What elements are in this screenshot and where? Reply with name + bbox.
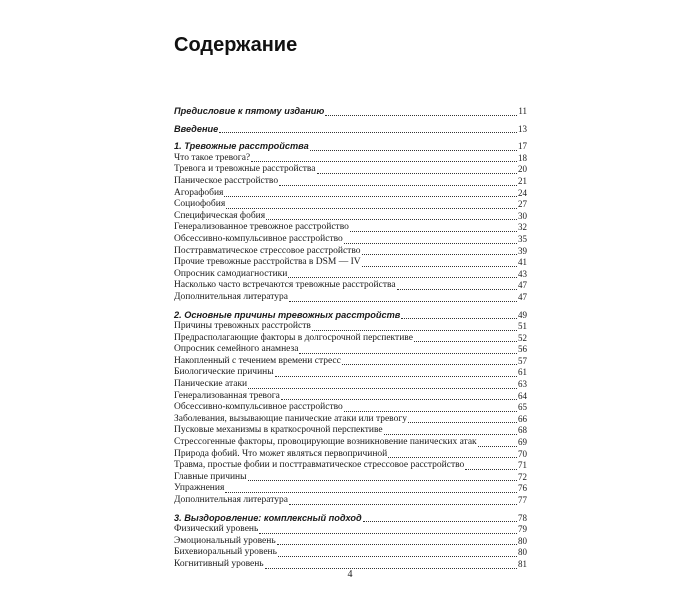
dot-leader [312, 329, 517, 331]
toc-entry [174, 524, 527, 536]
toc-entry-title: Насколько часто встречаются тревожные расстройства [174, 280, 396, 291]
dot-leader [289, 503, 517, 505]
dot-leader [266, 218, 517, 220]
toc-entry [174, 547, 527, 559]
toc-entry [174, 246, 527, 258]
dot-leader [281, 398, 517, 400]
toc-entry-page: 21 [518, 175, 527, 186]
toc-entry-title: Пусковые механизмы в краткосрочной перспективе [174, 425, 383, 436]
toc-entry-page: 43 [518, 268, 527, 279]
toc-entry [174, 536, 527, 548]
table-of-contents [174, 106, 527, 571]
toc-entry-title: 2. Основные причины тревожных расстройств [174, 309, 401, 320]
toc-entry-page: 61 [518, 367, 527, 378]
toc-section-entry [174, 124, 527, 136]
toc-entry [174, 367, 527, 379]
toc-entry-page: 69 [518, 437, 527, 448]
dot-leader [310, 149, 517, 151]
toc-entry-title: 1. Тревожные расстройства [174, 141, 309, 152]
toc-entry-page: 57 [518, 355, 527, 366]
dot-leader [278, 555, 517, 557]
toc-entry [174, 495, 527, 507]
toc-entry-title: Предрасполагающие факторы в долгосрочной перспективе [174, 332, 413, 343]
toc-entry-page: 52 [518, 332, 527, 343]
toc-entry [174, 199, 527, 211]
toc-section-entry [174, 310, 527, 322]
dot-leader [408, 421, 517, 423]
page-number: 4 [347, 569, 353, 580]
toc-entry-page: 65 [518, 402, 527, 413]
toc-entry-page: 11 [518, 106, 527, 116]
toc-entry [174, 460, 527, 472]
dot-leader [397, 288, 517, 290]
toc-entry-page: 27 [518, 199, 527, 210]
toc-entry [174, 425, 527, 437]
toc-entry [174, 414, 527, 426]
toc-entry-title: Панические атаки [174, 379, 248, 390]
dot-leader [362, 253, 517, 255]
toc-entry-page: 35 [518, 233, 527, 244]
toc-entry [174, 164, 527, 176]
toc-entry-title: Генерализованное тревожное расстройство [174, 222, 349, 233]
toc-entry-page: 30 [518, 210, 527, 221]
toc-entry-title: Эмоциональный уровень [174, 535, 276, 546]
toc-entry-page: 32 [518, 222, 527, 233]
toc-entry [174, 176, 527, 188]
dot-leader [248, 387, 517, 389]
toc-entry [174, 344, 527, 356]
toc-entry-title: Стрессогенные факторы, провоцирующие возникновение панических атак [174, 437, 477, 448]
toc-entry-title: Опросник самодиагностики [174, 268, 288, 279]
toc-entry-title: Обсессивно-компульсивное расстройство [174, 402, 343, 413]
toc-entry-page: 78 [518, 512, 527, 523]
dot-leader [344, 410, 517, 412]
toc-entry-page: 68 [518, 425, 527, 436]
dot-leader [317, 172, 517, 174]
toc-entry-page: 47 [518, 280, 527, 291]
toc-entry-title: Опросник семейного анамнеза [174, 344, 299, 355]
page-title: Содержание [174, 34, 298, 56]
toc-entry [174, 483, 527, 495]
toc-entry-title: Обсессивно-компульсивное расстройство [174, 233, 343, 244]
toc-entry-title: Посттравматическое стрессовое расстройство [174, 245, 361, 256]
dot-leader [388, 456, 517, 458]
dot-leader [259, 532, 517, 534]
toc-entry-title: Социофобия [174, 199, 226, 210]
toc-entry-page: 77 [518, 495, 527, 505]
toc-entry-title: Введение [174, 123, 219, 134]
toc-entry-page: 24 [518, 187, 527, 198]
dot-leader [414, 340, 517, 342]
toc-entry-page: 41 [518, 257, 527, 268]
toc-entry-title: Генерализованная тревога [174, 390, 280, 401]
toc-section-entry [174, 513, 527, 525]
dot-leader [277, 543, 517, 545]
toc-entry-page: 56 [518, 344, 527, 355]
dot-leader [344, 242, 517, 244]
dot-leader [289, 300, 517, 302]
toc-entry-title: Паническое расстройство [174, 175, 279, 186]
toc-entry-page: 64 [518, 390, 527, 401]
dot-leader [248, 479, 517, 481]
toc-entry [174, 257, 527, 269]
toc-entry-title: Агорафобия [174, 187, 224, 198]
dot-leader [478, 445, 517, 447]
dot-leader [251, 160, 517, 162]
toc-entry-page: 13 [518, 123, 527, 134]
dot-leader [224, 195, 517, 197]
toc-entry [174, 280, 527, 292]
toc-entry-title: Биологические причины [174, 367, 274, 378]
toc-entry-title: Бихевиоральный уровень [174, 547, 277, 558]
toc-section-entry [174, 106, 527, 118]
toc-entry-page: 80 [518, 547, 527, 558]
dot-leader [279, 184, 517, 186]
toc-entry-title: Дополнительная литература [174, 291, 288, 302]
toc-entry [174, 379, 527, 391]
dot-leader [219, 131, 517, 133]
toc-entry-page: 70 [518, 448, 527, 459]
toc-entry-page: 79 [518, 524, 527, 535]
toc-entry [174, 211, 527, 223]
toc-entry [174, 188, 527, 200]
toc-entry-title: Прочие тревожные расстройства в DSM — IV [174, 257, 361, 268]
dot-leader [225, 491, 517, 493]
toc-entry-title: Причины тревожных расстройств [174, 321, 311, 332]
toc-entry-page: 39 [518, 245, 527, 256]
dot-leader [363, 520, 517, 522]
toc-entry [174, 356, 527, 368]
toc-entry-page: 81 [518, 558, 527, 569]
toc-entry [174, 153, 527, 165]
toc-entry [174, 472, 527, 484]
toc-entry-title: Физический уровень [174, 524, 259, 535]
toc-entry-title: Дополнительная литература [174, 495, 288, 505]
toc-entry-page: 18 [518, 152, 527, 163]
dot-leader [362, 265, 517, 267]
toc-entry-title: Заболевания, вызывающие панические атаки или тревогу [174, 413, 407, 424]
toc-entry [174, 222, 527, 234]
toc-entry [174, 449, 527, 461]
toc-entry-title: Природа фобий. Что может являться первопричиной [174, 448, 388, 459]
toc-entry [174, 321, 527, 333]
toc-entry-page: 72 [518, 471, 527, 482]
toc-entry-page: 71 [518, 460, 527, 471]
toc-entry-title: Что такое тревога? [174, 152, 251, 163]
dot-leader [350, 230, 517, 232]
toc-entry-title: Главные причины [174, 471, 247, 482]
toc-entry-title: Когнитивный уровень [174, 558, 264, 569]
dot-leader [288, 276, 517, 278]
toc-entry [174, 292, 527, 304]
toc-entry [174, 437, 527, 449]
toc-entry-page: 66 [518, 413, 527, 424]
toc-entry-title: Упражнения [174, 483, 225, 494]
dot-leader [401, 317, 517, 319]
dot-leader [384, 433, 517, 435]
dot-leader [342, 363, 517, 365]
toc-entry-page: 51 [518, 321, 527, 332]
toc-entry-title: Предисловие к пятому изданию [174, 106, 325, 116]
toc-section-entry [174, 141, 527, 153]
dot-leader [299, 352, 517, 354]
toc-entry-title: Накопленный с течением времени стресс [174, 355, 341, 366]
toc-entry [174, 269, 527, 281]
toc-entry-page: 20 [518, 164, 527, 175]
toc-entry-page: 17 [518, 141, 527, 152]
toc-entry-page: 80 [518, 535, 527, 546]
toc-entry-title: 3. Выздоровление: комплексный подход [174, 512, 362, 523]
toc-entry [174, 234, 527, 246]
toc-entry-page: 49 [518, 309, 527, 320]
dot-leader [226, 207, 517, 209]
toc-entry-title: Тревога и тревожные расстройства [174, 164, 316, 175]
toc-entry-page: 76 [518, 483, 527, 494]
toc-entry-page: 47 [518, 291, 527, 302]
toc-entry [174, 333, 527, 345]
dot-leader [325, 114, 517, 116]
toc-entry [174, 391, 527, 403]
toc-entry-title: Специфическая фобия [174, 210, 266, 221]
dot-leader [465, 468, 517, 470]
toc-entry-page: 63 [518, 379, 527, 390]
dot-leader [275, 375, 517, 377]
toc-entry [174, 402, 527, 414]
toc-entry-title: Травма, простые фобии и посттравматическое стрессовое расстройство [174, 460, 465, 471]
